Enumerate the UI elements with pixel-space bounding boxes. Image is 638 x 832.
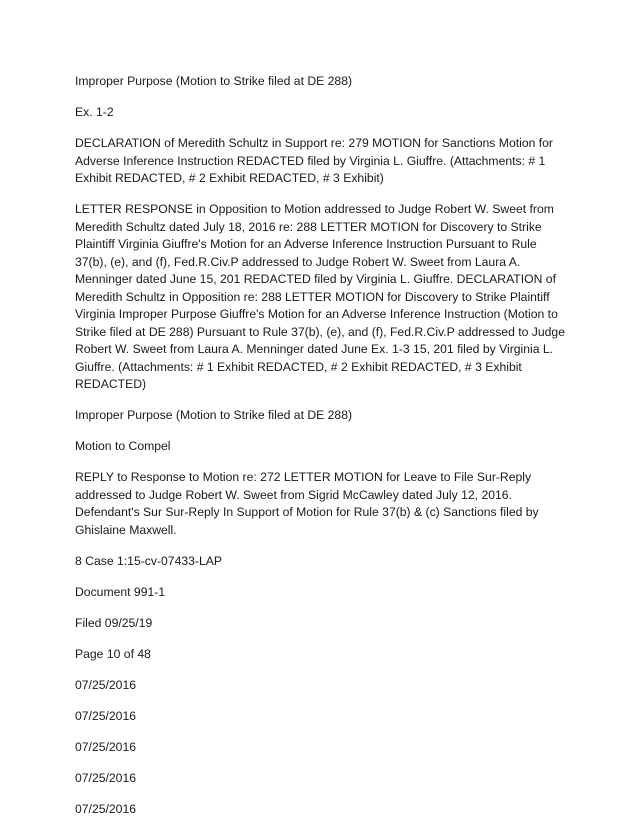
date-line: 07/25/2016 xyxy=(75,739,136,754)
date-line: 07/25/2016 xyxy=(75,770,136,785)
date-line: 07/25/2016 xyxy=(75,708,136,723)
paragraph-declaration: DECLARATION of Meredith Schultz in Support re: 279 MOTION for Sanctions Motion for Adverse Inference Instruction REDACTED filed by Virginia L. Giuffre. (Attachments: # 1 Exhibit REDACTED, # 2 Exhibit REDACTED, # 3 Exhibit) xyxy=(75,136,553,185)
paragraph-improper-purpose-2: Improper Purpose (Motion to Strike filed at DE 288) xyxy=(75,408,353,422)
page-number-line: Page 10 of 48 xyxy=(75,646,151,661)
document-body xyxy=(75,73,570,832)
date-line: 07/25/2016 xyxy=(75,677,136,692)
paragraph-improper-purpose-1: Improper Purpose (Motion to Strike filed at DE 288) xyxy=(75,74,353,88)
paragraph-reply: REPLY to Response to Motion re: 272 LETTER MOTION for Leave to File Sur-Reply addressed to Judge Robert W. Sweet from Sigrid McCawley dated July 12, 2016. Defendant's Sur Sur-Reply In Support of Motion for Rule 37(b) & (c) Sanctions filed by Ghislaine Maxwell. xyxy=(75,470,539,537)
document-number-line: Document 991-1 xyxy=(75,584,166,599)
paragraph-exhibit-1-2: Ex. 1-2 xyxy=(75,105,114,119)
date-line: 07/25/2016 xyxy=(75,801,136,816)
paragraph-motion-to-compel: Motion to Compel xyxy=(75,439,171,453)
case-number-line: 8 Case 1:15-cv-07433-LAP xyxy=(75,553,223,568)
filed-date-line: Filed 09/25/19 xyxy=(75,615,153,630)
paragraph-letter-response: LETTER RESPONSE in Opposition to Motion addressed to Judge Robert W. Sweet from Meredith Schultz dated July 18, 2016 re: 288 LETTER MOTION for Discovery to Strike Plaintiff Virginia Giuffre's Motion for an Adverse Inference Instruction Pursuant to Rule 37(b), (e), and (f), Fed.R.Civ.P addressed to Judge Robert W. Sweet from Laura A. Menninger dated June 15, 201 REDACTED filed by Virginia L. Giuffre. DECLARATION of Meredith Schultz in Opposition re: 288 LETTER MOTION for Discovery to Strike Plaintiff Virginia Improper Purpose Giuffre's Motion for an Adverse Inference Instruction (Motion to Strike filed at DE 288) Pursuant to Rule 37(b), (e), and (f), Fed.R.Civ.P addressed to Judge Robert W. Sweet from Laura A. Menninger dated June Ex. 1-3 15, 201 filed by Virginia L. Giuffre. (Attachments: # 1 Exhibit REDACTED, # 2 Exhibit REDACTED, # 3 Exhibit REDACTED) xyxy=(75,202,565,391)
